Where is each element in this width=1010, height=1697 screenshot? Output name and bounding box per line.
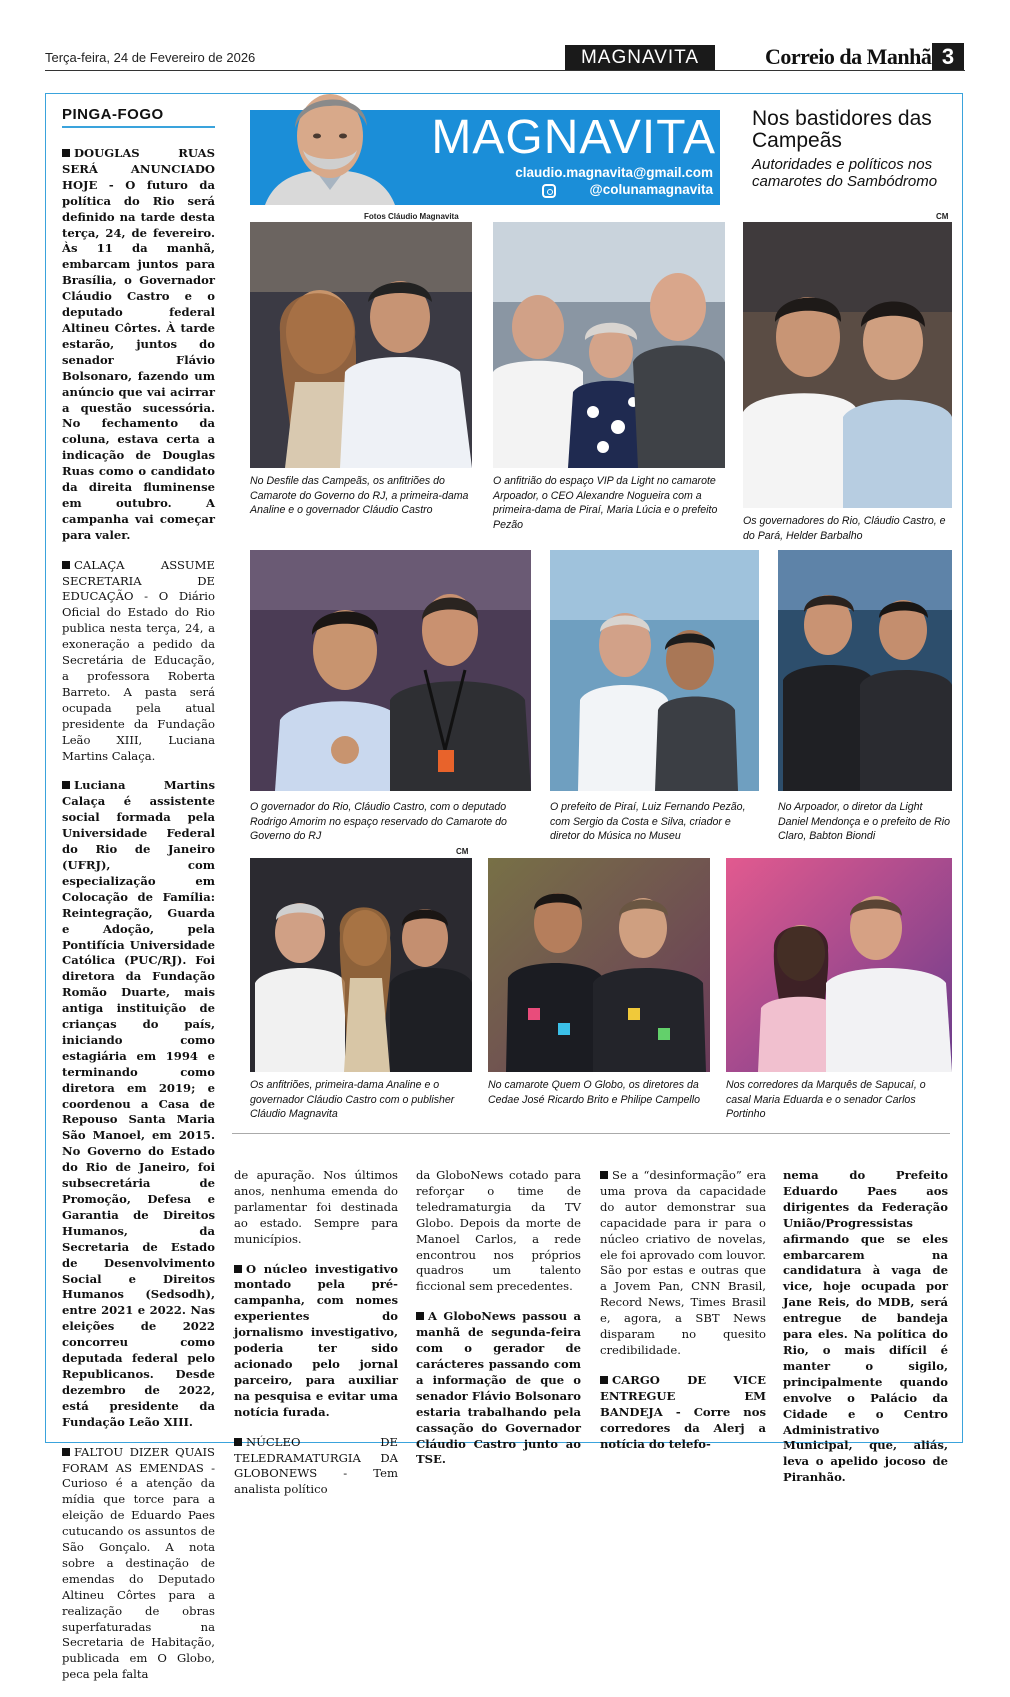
- kicker-title: Nos bastidores das Campeãs: [752, 107, 932, 152]
- pingafogo-column: [62, 146, 215, 1697]
- event-photo: [726, 858, 952, 1072]
- pingafogo-item: CALAÇA ASSUME SECRETARIA DE EDUCAÇÃO - O Diário Oficial do Estado do Rio publica nesta terça, 24, a exoneração a pedido da Secretária de Educação, a professora Roberta Barreto. A pasta será ocupada pela atual presidente da Fundação Leão XIII, Luciana Martins Calaça.: [62, 557, 215, 763]
- body-paragraph: de apuração. Nos últimos anos, nenhuma emenda do parlamentar foi destinada ao estado. Sempre para municípios.: [234, 1168, 398, 1246]
- pingafogo-item: DOUGLAS RUAS SERÁ ANUNCIADO HOJE - O futuro da política do Rio será definido na tarde desta terça, 24, de fevereiro. Às 11 da manhã, embarcam juntos para Brasília, o Governador Cláudio Castro e o deputado federal Altineu Côrtes. À tarde estarão, juntos do senador Flávio Bolsonaro, fazendo um anúncio que vai acirrar a questão sucessória. No fechamento da coluna, estava certa a indicação de Douglas Ruas como o candidato da direita fluminense em outubro. A campanha vai começar para valer.: [62, 146, 215, 542]
- photo-caption: No Arpoador, o diretor da Light Daniel Mendonça e o prefeito de Rio Claro, Babton Biondi: [778, 801, 950, 842]
- body-paragraph: Se a “desinformação” era uma prova da capacidade do autor demonstrar sua capacidade para ir para o núcleo criativo de novelas, ele foi aprovado com louvor. São por estas e outras que a Jovem Pan, CNN Brasil, Record News, Times Brasil e, agora, a SBT News disparam no quesito credibilidade.: [600, 1168, 766, 1357]
- body-paragraph: NÚCLEO DE TELEDRAMATURGIA DA GLOBONEWS - Tem analista político: [234, 1434, 398, 1497]
- body-paragraph: da GloboNews cotado para reforçar o time de teledramaturgia da TV Globo. Depois da morte de Manoel Carlos, a rede encontrou nos próprios quadros um talento ficcional sem precedentes.: [416, 1168, 581, 1294]
- section-divider: [232, 1133, 950, 1134]
- body-paragraph: CARGO DE VICE ENTREGUE EM BANDEJA - Corre nos corredores da Alerj a notícia do telefo-: [600, 1372, 766, 1451]
- photo-caption: O prefeito de Piraí, Luiz Fernando Pezão, com Sergio da Costa e Silva, criador e diretor do Música no Museu: [550, 801, 746, 842]
- body-paragraph: nema do Prefeito Eduardo Paes aos dirigentes da Federação União/Progressistas afirmando que se eles embarcarem na candidatura à vaga de vice, hoje ocupada por Jane Reis, do MDB, será entregue de bandeja para eles. Na política do Rio, o mais difícil é manter o sigilo, principalmente quando envolve o Palácio da Cidade e o Centro Administrativo Municipal, que, aliás, leva o apelido jocoso de Piranhão.: [783, 1168, 948, 1485]
- event-photo: [493, 222, 725, 468]
- pingafogo-title: PINGA-FOGO: [62, 106, 164, 123]
- banner-email: claudio.magnavita@gmail.com: [515, 165, 713, 180]
- photo-credit: Fotos Cláudio Magnavita: [364, 212, 459, 221]
- pingafogo-item: Luciana Martins Calaça é assistente social formada pela Universidade Federal do Rio de Janeiro (UFRJ), com especialização em Colocação de Família: Reintegração, Guarda e Adoção, pela Pontifícia Universidade Católica (PUC/RJ). Foi diretora da Fundação Romão Duarte, mais antiga instituição de crianças do país, iniciando como estagiária em 1994 e terminando como diretora em 2019; e coordenou a Casa de Repouso Santa Maria São Manoel, em 2015. No Governo do Estado do Rio de Janeiro, foi subsecretária de Promoção, Defesa e Garantia de Direitos Humanos, da Secretaria de Estado de Desenvolvimento Social e Direitos Humanos (Sedsodh), entre 2021 e 2022. Nas eleições de 2022 concorreu como deputada federal pelo Republicanos. Desde dezembro de 2022, está presidente da Fundação Leão XIII.: [62, 778, 215, 1429]
- event-photo: [550, 550, 759, 791]
- photo-caption: O governador do Rio, Cláudio Castro, com o deputado Rodrigo Amorim no espaço reservado do Camarote do Governo do RJ: [250, 801, 507, 842]
- banner-name: MAGNAVITA: [431, 111, 716, 164]
- event-photo: [743, 222, 952, 508]
- pingafogo-rule: [62, 126, 215, 128]
- page-number: 3: [932, 43, 964, 71]
- kicker-subtitle: Autoridades e políticos nos camarotes do Sambódromo: [752, 156, 938, 190]
- photo-caption: No Desfile das Campeãs, os anfitriões do Camarote do Governo do RJ, a primeira-dama Analine e o governador Cláudio Castro: [250, 475, 469, 516]
- body-column: [416, 1168, 581, 1482]
- event-photo: [250, 550, 531, 791]
- photo-credit-cm: CM: [936, 212, 949, 221]
- photo-caption: Os anfitriões, primeira-dama Analine e o governador Cláudio Castro com o publisher Cláudio Magnavita: [250, 1079, 455, 1120]
- body-paragraph: A GloboNews passou a manhã de segunda-feira com o gerador de carácteres passando com a informação de que o senador Flávio Bolsonaro estaria trabalhando pela cassação do Governador Cláudio Castro junto ao TSE.: [416, 1309, 581, 1467]
- photo-caption: No camarote Quem O Globo, os diretores da Cedae José Ricardo Brito e Philipe Campello: [488, 1079, 700, 1106]
- header-rule: [45, 70, 965, 71]
- body-column: [600, 1168, 766, 1466]
- pingafogo-item: FALTOU DIZER QUAIS FORAM AS EMENDAS - Curioso é a atenção da mídia que torce para a eleição de Eduardo Paes cutucando os assuntos de São Gonçalo. A nota sobre a destinação de emendas do Deputado Altineu Côrtes para a realização de obras superfaturadas na Secretaria de Habitação, publicada em O Globo, peca pela falta: [62, 1444, 215, 1682]
- photo-caption: Nos corredores da Marquês de Sapucaí, o casal Maria Eduarda e o senador Carlos Portinho: [726, 1079, 926, 1120]
- event-photo: [250, 222, 472, 468]
- section-tag: MAGNAVITA: [565, 45, 715, 70]
- body-column: [783, 1168, 948, 1500]
- event-photo: [488, 858, 710, 1072]
- banner-instagram: @colunamagnavita: [589, 182, 713, 197]
- columnist-portrait: [255, 78, 405, 205]
- photo-credit-cm: CM: [456, 847, 469, 856]
- body-column: [234, 1168, 398, 1512]
- body-paragraph: O núcleo investigativo montado pela pré-campanha, com nomes experientes do jornalismo investigativo, poderia ter sido acionado pelo jornal parceiro, para auxiliar na pesquisa e evitar uma notícia furada.: [234, 1261, 398, 1419]
- photo-caption: O anfitrião do espaço VIP da Light no camarote Arpoador, o CEO Alexandre Nogueira com a primeira-dama de Piraí, Maria Lúcia e o prefeito Pezão: [493, 475, 718, 531]
- photo-caption: Os governadores do Rio, Cláudio Castro, e do Pará, Helder Barbalho: [743, 515, 946, 542]
- event-photo: [778, 550, 952, 791]
- event-photo: [250, 858, 472, 1072]
- issue-date: Terça-feira, 24 de Fevereiro de 2026: [45, 50, 256, 65]
- newspaper-name: Correio da Manhã: [765, 44, 932, 69]
